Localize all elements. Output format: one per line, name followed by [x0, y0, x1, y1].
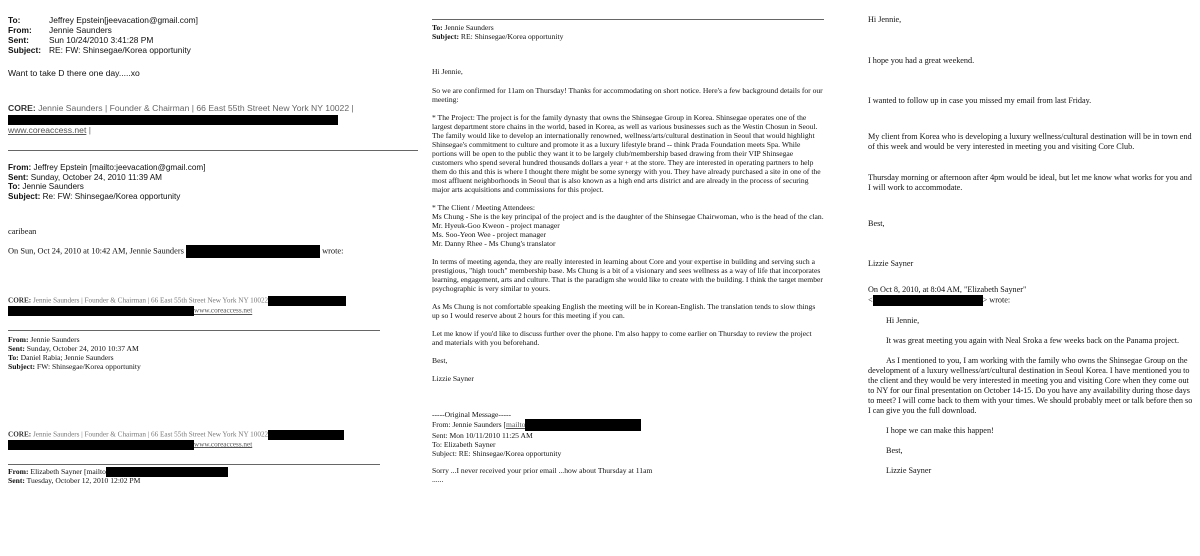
attendee-item: Ms Chung - She is the key principal of the project and is the daughter of the Shinsegae Chairwoman, who is the head of the clan.	[432, 212, 824, 221]
email-header-4-partial	[8, 467, 418, 486]
email-body-2: caribean	[8, 227, 37, 237]
quoted-signoff: Best,	[886, 446, 903, 455]
signature-text: Jennie Saunders | Founder & Chairman | 66 East 55th Street New York NY 10022 |	[35, 103, 354, 113]
redaction-block	[268, 430, 344, 440]
paragraph-availability: Thursday morning or afternoon after 4pm would be ideal, but let me know what works for you and I will work to accommodate.	[868, 173, 1192, 192]
signature-link[interactable]: www.coreaccess.net	[8, 125, 87, 135]
paragraph-client: My client from Korea who is developing a luxury wellness/cultural destination will be in town end of this week and would be very interested in meeting you and visiting Core Club.	[868, 132, 1192, 151]
header-row-sent: Sent: Sun 10/24/2010 3:41:28 PM	[8, 35, 154, 45]
original-message-title: -----Original Message-----	[432, 410, 512, 419]
signature-link-suffix: |	[86, 125, 91, 135]
middle-column	[432, 0, 824, 556]
divider	[8, 464, 380, 465]
header-from: From: Elizabeth Sayner [mailto	[8, 467, 418, 477]
header-to: To: Jennie Saunders	[432, 23, 494, 32]
header-from: From: Jeffrey Epstein [mailto:jeevacation@gmail.com]	[8, 163, 206, 172]
signature-link[interactable]: www.coreaccess.net	[194, 440, 253, 449]
paragraph-language: As Ms Chung is not comfortable speaking English the meeting will be in Korean-English. The translation tends to slow things up so I would reserve about 2 hours for this meeting if you can.	[432, 302, 816, 320]
original-subject: Subject: RE: Shinsegae/Korea opportunity	[432, 449, 562, 458]
quoted-panama: It was great meeting you again with Neal Sroka a few weeks back on the Panama project.	[886, 336, 1180, 345]
core-signature-2: CORE: Jennie Saunders | Founder & Chairman | 66 East 55th Street New York NY 10022 www.coreaccess.net	[8, 296, 418, 316]
quoted-name: Lizzie Sayner	[886, 466, 932, 475]
original-sent: Sent: Mon 10/11/2010 11:25 AM	[432, 431, 533, 440]
original-to: To: Elizabeth Sayner	[432, 440, 496, 449]
greeting: Hi Jennie,	[432, 67, 463, 76]
attendee-item: Mr. Hyeuk-Goo Kweon - project manager	[432, 221, 560, 230]
email-header	[432, 23, 824, 41]
email-header-1	[8, 15, 198, 55]
divider	[8, 330, 380, 331]
header-to: To: Jennie Saunders	[8, 182, 84, 192]
header-subject: Subject: Re: FW: Shinsegae/Korea opportunity	[8, 191, 181, 201]
header-row-from: From: Jennie Saunders	[8, 25, 112, 35]
paragraph-closing: Let me know if you'd like to discuss further over the phone. I'm also happy to come earlier on Thursday to review the project and materials with you beforehand.	[432, 329, 812, 347]
paragraph-follow-up: I wanted to follow up in case you missed my email from last Friday.	[868, 96, 1092, 105]
redaction-block	[8, 440, 194, 450]
sender-name: Lizzie Sayner	[868, 259, 914, 268]
quoted-shinsegae: As I mentioned to you, I am working with the family who owns the Shinsegae Group on the development of a luxury wellness/art/cultural destination in Seoul Korea. I have mentioned you to the client and they would be very interested in meeting you and visiting Core when they come out to NY for our final presentation on October 14-15. Do you have any availability during those days to meet? I will come back to them with your times. We should probably meet or talk before then so I can give you the full download.	[868, 356, 1193, 415]
redaction-block	[8, 306, 194, 316]
attendee-item: Mr. Danny Rhee - Ms Chung's translator	[432, 239, 556, 248]
core-signature-1	[8, 103, 418, 136]
wrote-line: On Sun, Oct 24, 2010 at 10:42 AM, Jennie Saunders wrote:	[8, 245, 418, 258]
right-column	[868, 0, 1193, 556]
quoted-greeting: Hi Jennie,	[886, 316, 920, 325]
sender-name: Lizzie Sayner	[432, 374, 474, 383]
left-column	[8, 0, 418, 556]
signoff: Best,	[868, 219, 885, 228]
original-from: From: Jennie Saunders [mailto	[432, 419, 824, 431]
redaction-block	[873, 295, 983, 306]
header-row-to: To: Jeffrey Epstein[jeevacation@gmail.com]	[8, 15, 198, 25]
original-more: ......	[432, 475, 444, 484]
quote-wrote: < > wrote:	[868, 295, 1011, 305]
attendees-title: * The Client / Meeting Attendees:	[432, 203, 535, 212]
paragraph-project: * The Project: The project is for the family dynasty that owns the Shinsegae Group in Korea. Shinsegae operates one of the largest department store chains in the world, based in Korea, as well as various businesses such as the Westin Chosun in Seoul. The family would like to develop an internationally renowned, wellness/arts/cultural destination in Seoul that would highlight Shinsegae's commitment to culture and promote it as a luxury lifestyle brand -- think Prada Foundation meets Spa. While portions will be open to the public they want it to be largely club/membership based drawing from their VIP Shinsegae customers who spend several hundred thousands dollars a year + at the store. They are interested in operating partners to help them do this and this is where I thought there might be some synergy with you. They have already purchased a site in one of the most affluent neighborhoods in Seoul that is also known as a high end arts district and are already in the process of securing major arts acquisitions and commissions for this project.	[432, 113, 821, 194]
quote-intro: On Oct 8, 2010, at 8:04 AM, "Elizabeth Sayner"	[868, 285, 1027, 294]
redaction-block	[268, 296, 346, 306]
mailto-link[interactable]: mailto	[506, 419, 526, 429]
core-signature-3: CORE: Jennie Saunders | Founder & Chairman | 66 East 55th Street New York NY 10022 www.coreaccess.net	[8, 430, 418, 450]
greeting: Hi Jennie,	[868, 15, 902, 24]
header-sent: Sent: Sunday, October 24, 2010 10:37 AM	[8, 344, 139, 354]
redaction-block	[186, 245, 320, 258]
paragraph-agenda: In terms of meeting agenda, they are really interested in learning about Core and your expertise in building and serving such a prestigious, "high touch" membership base. Ms Chung is a bit of a visionary and sees wellness as a way of life that incorporates learning, engagement, arts and culture. That is the paradigm she would like to create with the building. I think the target member psychographic is very similar to yours.	[432, 257, 823, 293]
divider	[8, 150, 418, 151]
email-header-3	[8, 336, 418, 371]
header-sent: Sent: Tuesday, October 12, 2010 12:02 PM	[8, 475, 141, 485]
attendee-item: Ms. Soo-Yeon Wee - project manager	[432, 230, 547, 239]
signature-link[interactable]: www.coreaccess.net	[194, 307, 253, 316]
email-body-1: Want to take D there one day.....xo	[8, 68, 140, 78]
original-body: Sorry ...I never received your prior email ...how about Thursday at 11am	[432, 466, 653, 475]
header-sent: Sent: Sunday, October 24, 2010 11:39 AM	[8, 172, 162, 182]
divider	[432, 19, 824, 20]
redaction-block	[525, 419, 641, 431]
paragraph-weekend: I hope you had a great weekend.	[868, 56, 975, 65]
quoted-hope: I hope we can make this happen!	[886, 426, 994, 435]
quoted-email	[868, 316, 1193, 476]
signature-prefix: CORE:	[8, 103, 36, 113]
email-header-2	[8, 163, 418, 201]
redaction-block	[8, 115, 338, 125]
header-to: To: Daniel Rabia; Jennie Saunders	[8, 352, 114, 362]
header-subject: Subject: RE: Shinsegae/Korea opportunity	[432, 32, 564, 41]
header-row-subject: Subject: RE: FW: Shinsegae/Korea opportunity	[8, 45, 191, 55]
signoff: Best,	[432, 356, 448, 365]
header-from: From: Jennie Saunders	[8, 335, 80, 345]
paragraph-confirm: So we are confirmed for 11am on Thursday! Thanks for accommodating on short notice. Here's a few background details for our meeting:	[432, 86, 823, 104]
header-subject: Subject: FW: Shinsegae/Korea opportunity	[8, 361, 141, 371]
